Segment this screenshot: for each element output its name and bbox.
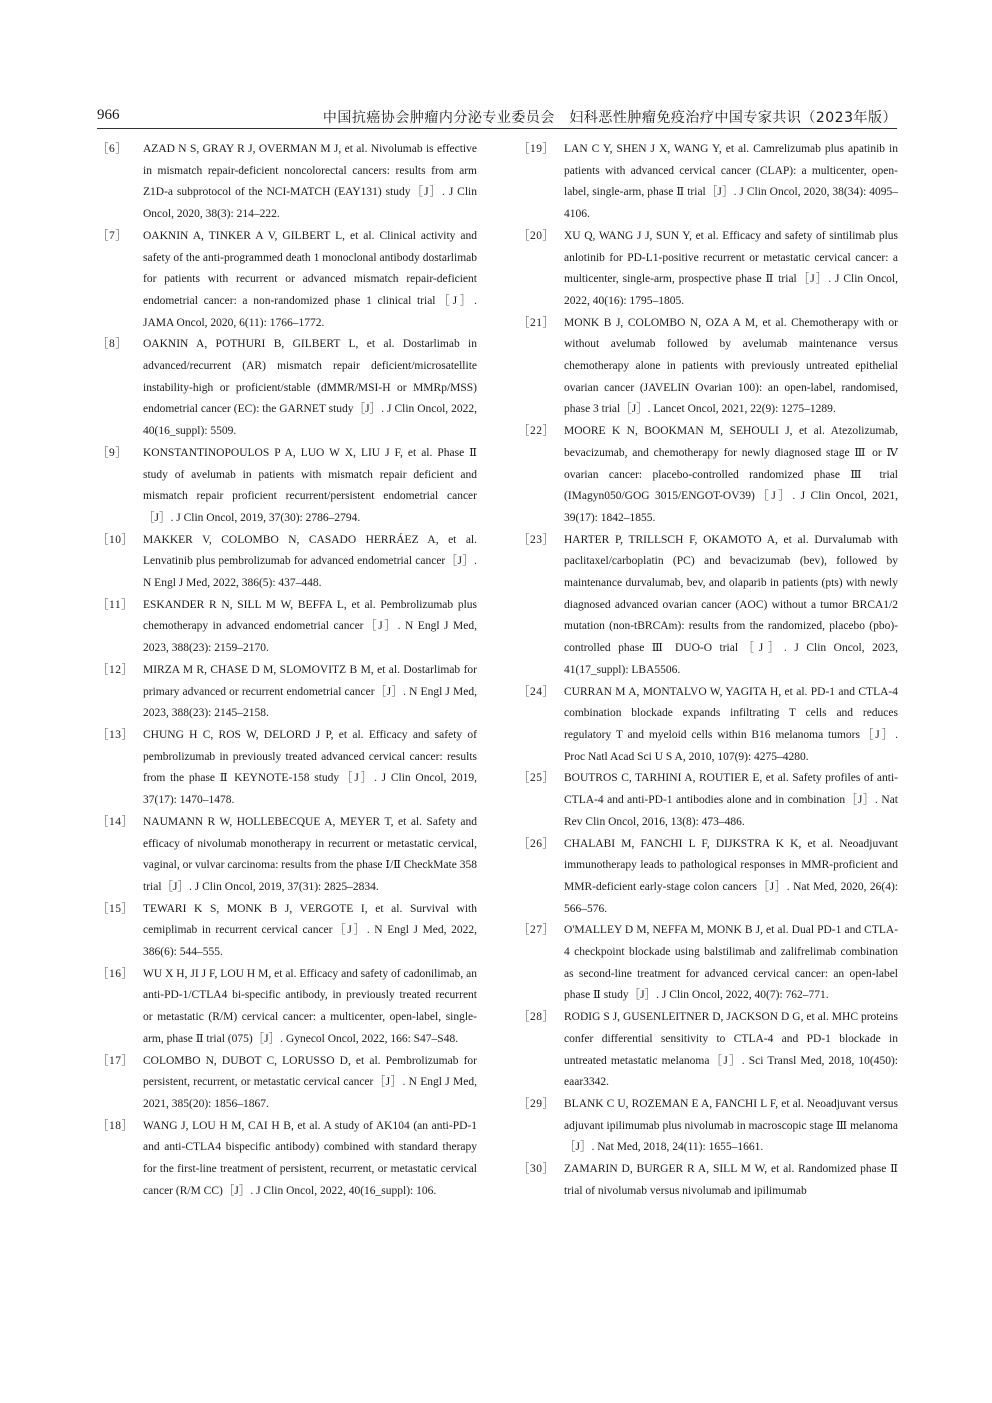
reference-text: AZAD N S, GRAY R J, OVERMAN M J, et al. Nivolumab is effective in mismatch repair-deficient noncolorectal cancers: results from arm Z1D-a subprotocol of the NCI-MATCH (EAY131) study［J］. J Clin Oncol, 2020, 38(3): 214–222. — [143, 143, 477, 221]
reference-number: ［10］ — [97, 533, 134, 546]
reference-text: ESKANDER R N, SILL M W, BEFFA L, et al. Pembrolizumab plus chemotherapy in advanced endometrial cancer［J］. N Engl J Med, 2023, 388(23): 2159–2170. — [143, 598, 477, 655]
reference-number: ［14］ — [97, 815, 134, 828]
reference-item — [97, 334, 477, 443]
reference-number: ［24］ — [518, 685, 555, 698]
reference-number: ［8］ — [97, 338, 128, 351]
page-header — [97, 104, 897, 129]
reference-item — [518, 530, 898, 682]
reference-number: ［6］ — [97, 143, 128, 155]
reference-item — [518, 920, 898, 1007]
reference-text: WANG J, LOU H M, CAI H B, et al. A study of AK104 (an anti-PD-1 and anti-CTLA4 bispecific antibody) combined with standard therapy for the first-line treatment of persistent, recurrent, or metastatic cervical cancer (R/M CC)［J］. J Clin Oncol, 2022, 40(16_suppl): 106. — [143, 1119, 477, 1197]
reference-text: TEWARI K S, MONK B J, VERGOTE I, et al. Survival with cemiplimab in recurrent cervical cancer［J］. N Engl J Med, 2022, 386(6): 544–555. — [143, 902, 477, 959]
reference-text: CHALABI M, FANCHI L F, DIJKSTRA K K, et al. Neoadjuvant immunotherapy leads to pathological responses in MMR-proficient and MMR-deficient early-stage colon cancers［J］. Nat Med, 2020, 26(4): 566–576. — [564, 837, 898, 915]
reference-text: MAKKER V, COLOMBO N, CASADO HERRÁEZ A, et al. Lenvatinib plus pembrolizumab for advanced endometrial cancer［J］. N Engl J Med, 2022, 386(5): 437–448. — [143, 533, 477, 590]
page-number: 966 — [97, 107, 120, 123]
reference-item — [97, 530, 477, 595]
reference-number: ［22］ — [518, 425, 555, 438]
reference-number: ［21］ — [518, 316, 555, 329]
reference-text: ZAMARIN D, BURGER R A, SILL M W, et al. Randomized phase Ⅱ trial of nivolumab versus nivolumab and ipilimumab — [564, 1163, 898, 1197]
reference-item — [97, 812, 477, 899]
reference-text: XU Q, WANG J J, SUN Y, et al. Efficacy and safety of sintilimab plus anlotinib for PD-L1-positive recurrent or metastatic cervical cancer: a multicenter, single-arm, prospective phase Ⅱ trial［J］. J Clin Oncol, 2022, 40(16): 1795–1805. — [564, 229, 898, 307]
reference-item — [518, 421, 898, 530]
reference-text: LAN C Y, SHEN J X, WANG Y, et al. Camrelizumab plus apatinib in patients with advanced cervical cancer (CLAP): a multicenter, open-label, single-arm, phase Ⅱ trial［J］. J Clin Oncol, 2020, 38(34): 4095–4106. — [564, 143, 898, 221]
references-right-column — [518, 139, 898, 1202]
reference-number: ［20］ — [518, 229, 555, 242]
reference-number: ［19］ — [518, 143, 555, 155]
reference-number: ［12］ — [97, 663, 134, 676]
reference-number: ［13］ — [97, 728, 134, 741]
reference-item — [518, 1007, 898, 1094]
reference-number: ［9］ — [97, 446, 128, 459]
references-left-column — [97, 139, 477, 1202]
reference-text: O'MALLEY D M, NEFFA M, MONK B J, et al. Dual PD-1 and CTLA-4 checkpoint blockade using balstilimab and zalifrelimab combination as second-line treatment for advanced cervical cancer: an open-label phase Ⅱ study［J］. J Clin Oncol, 2022, 40(7): 762–771. — [564, 924, 898, 1002]
reference-item — [97, 964, 477, 1051]
reference-item — [97, 1116, 477, 1203]
reference-number: ［28］ — [518, 1011, 555, 1024]
reference-item — [518, 682, 898, 769]
reference-number: ［7］ — [97, 229, 128, 242]
reference-text: CHUNG H C, ROS W, DELORD J P, et al. Efficacy and safety of pembrolizumab in previously treated advanced cervical cancer: results from the phase Ⅱ KEYNOTE-158 study［J］. J Clin Oncol, 2019, 37(17): 1470–1478. — [143, 728, 477, 807]
reference-item — [97, 139, 477, 226]
reference-item — [97, 899, 477, 964]
reference-text: MONK B J, COLOMBO N, OZA A M, et al. Chemotherapy with or without avelumab followed by avelumab maintenance versus chemotherapy alone in patients with previously untreated epithelial ovarian cancer (JAVELIN Ovarian 100): an open-label, randomised, phase 3 trial［J］. Lancet Oncol, 2021, 22(9): 1275–1289. — [564, 316, 898, 416]
reference-text: HARTER P, TRILLSCH F, OKAMOTO A, et al. Durvalumab with paclitaxel/carboplatin (PC) and bevacizumab (bev), followed by maintenance durvalumab, bev, and olaparib in patients (pts) with newly diagnosed advanced ovarian cancer (AOC) without a tumor BRCA1/2 mutation (non-tBRCAm): results from the randomized, placebo (pbo)-controlled phase Ⅲ DUO-O trial［J］. J Clin Oncol, 2023, 41(17_suppl): LBA5506. — [564, 533, 898, 676]
reference-text: CURRAN M A, MONTALVO W, YAGITA H, et al. PD-1 and CTLA-4 combination blockade expands infiltrating T cells and reduces regulatory T and myeloid cells within B16 melanoma tumors［J］. Proc Natl Acad Sci U S A, 2010, 107(9): 4275–4280. — [564, 685, 898, 763]
reference-item — [518, 226, 898, 313]
reference-item — [97, 1051, 477, 1116]
reference-number: ［11］ — [97, 598, 134, 611]
reference-text: BOUTROS C, TARHINI A, ROUTIER E, et al. Safety profiles of anti-CTLA-4 and anti-PD-1 antibodies alone and in combination［J］. Nat Rev Clin Oncol, 2016, 13(8): 473–486. — [564, 772, 898, 828]
reference-text: OAKNIN A, POTHURI B, GILBERT L, et al. Dostarlimab in advanced/recurrent (AR) mismatch repair deficient/microsatellite instability-high or proficient/stable (dMMR/MSI-H or MMRp/MSS) endometrial cancer (EC): the GARNET study［J］. J Clin Oncol, 2022, 40(16_suppl): 5509. — [143, 338, 477, 438]
reference-item — [97, 595, 477, 660]
reference-item — [97, 443, 477, 530]
reference-item — [518, 834, 898, 921]
reference-number: ［17］ — [97, 1054, 134, 1067]
reference-text: WU X H, JI J F, LOU H M, et al. Efficacy and safety of cadonilimab, an anti-PD-1/CTLA4 bi-specific antibody, in previously treated recurrent or metastatic (R/M) cervical cancer: a multicenter, open-label, single-arm, phase Ⅱ trial (075)［J］. Gynecol Oncol, 2022, 166: S47–S48. — [143, 967, 477, 1045]
reference-text: NAUMANN R W, HOLLEBECQUE A, MEYER T, et al. Safety and efficacy of nivolumab monotherapy in recurrent or metastatic cervical, vaginal, or vulvar carcinoma: results from the phase Ⅰ/Ⅱ CheckMate 358 trial［J］. J Clin Oncol, 2019, 37(31): 2825–2834. — [143, 815, 477, 893]
reference-text: RODIG S J, GUSENLEITNER D, JACKSON D G, et al. MHC proteins confer differential sensitivity to CTLA-4 and PD-1 blockade in untreated metastatic melanoma［J］. Sci Transl Med, 2018, 10(450): eaar3342. — [564, 1011, 898, 1089]
reference-item — [518, 1094, 898, 1159]
reference-text: BLANK C U, ROZEMAN E A, FANCHI L F, et al. Neoadjuvant versus adjuvant ipilimumab plus nivolumab in macroscopic stage Ⅲ melanoma［J］. Nat Med, 2018, 24(11): 1655–1661. — [564, 1097, 898, 1154]
reference-text: COLOMBO N, DUBOT C, LORUSSO D, et al. Pembrolizumab for persistent, recurrent, or metastatic cervical cancer［J］. N Engl J Med, 2021, 385(20): 1856–1867. — [143, 1054, 477, 1110]
reference-item — [97, 226, 477, 335]
reference-number: ［25］ — [518, 772, 555, 785]
reference-item — [97, 660, 477, 725]
reference-number: ［27］ — [518, 924, 555, 937]
running-title: 中国抗癌协会肿瘤内分泌专业委员会 妇科恶性肿瘤免疫治疗中国专家共识（2023年版） — [322, 110, 897, 126]
reference-text: MOORE K N, BOOKMAN M, SEHOULI J, et al. Atezolizumab, bevacizumab, and chemotherapy for newly diagnosed stage Ⅲ or Ⅳ ovarian cancer: placebo-controlled randomized phase Ⅲ trial (IMagyn050/GOG 3015/ENGOT-OV39)［J］. J Clin Oncol, 2021, 39(17): 1842–1855. — [564, 425, 898, 524]
reference-number: ［16］ — [97, 967, 134, 980]
reference-item — [97, 725, 477, 812]
reference-text: KONSTANTINOPOULOS P A, LUO W X, LIU J F, et al. Phase Ⅱ study of avelumab in patients with mismatch repair deficient and mismatch repair proficient recurrent/persistent endometrial cancer［J］. J Clin Oncol, 2019, 37(30): 2786–2794. — [143, 446, 477, 524]
reference-text: MIRZA M R, CHASE D M, SLOMOVITZ B M, et al. Dostarlimab for primary advanced or recurrent endometrial cancer［J］. N Engl J Med, 2023, 388(23): 2145–2158. — [143, 663, 477, 720]
reference-item — [518, 313, 898, 422]
reference-number: ［23］ — [518, 533, 555, 546]
reference-item — [518, 139, 898, 226]
reference-text: OAKNIN A, TINKER A V, GILBERT L, et al. Clinical activity and safety of the anti-programmed death 1 monoclonal antibody dostarlimab for patients with recurrent or advanced mismatch repair-deficient endometrial cancer: a non-randomized phase 1 clinical trial［J］. JAMA Oncol, 2020, 6(11): 1766–1772. — [143, 229, 477, 329]
reference-number: ［15］ — [97, 902, 134, 915]
reference-number: ［26］ — [518, 837, 555, 850]
reference-number: ［29］ — [518, 1097, 555, 1110]
reference-number: ［30］ — [518, 1163, 555, 1176]
reference-item — [518, 768, 898, 833]
reference-item — [518, 1159, 898, 1202]
reference-number: ［18］ — [97, 1119, 134, 1132]
